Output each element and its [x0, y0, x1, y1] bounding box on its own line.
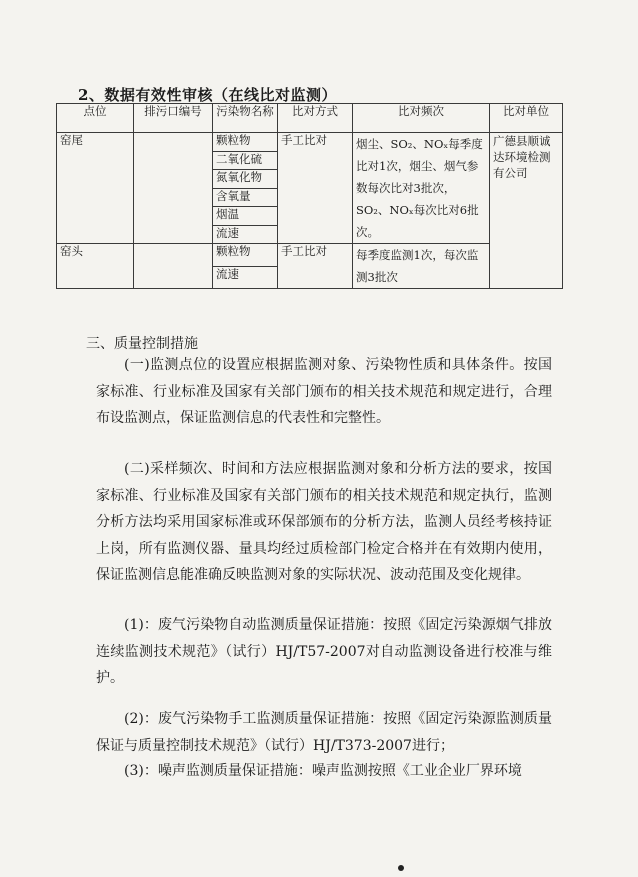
section-2-title: 2、数据有效性审核（在线比对监测） [78, 86, 337, 104]
section-3-title: 三、质量控制措施 [86, 336, 198, 352]
table-row [57, 244, 563, 267]
header-frequency: 比对频次 [353, 104, 490, 133]
paragraph-5: (3)：噪声监测质量保证措施：噪声监测按照《工业企业厂界环境 [124, 763, 522, 779]
table-header-row [57, 104, 563, 133]
paragraph-1: (一)监测点位的设置应根据监测对象、污染物性质和具体条件。按国家标准、行业标准及国家有关部门颁布的相关技术规范和规定进行，合理布设监测点，保证监测信息的代表性和完整性。 [96, 357, 552, 426]
paragraph-4: (2)：废气污染物手工监测质量保证措施：按照《固定污染源监测质量保证与质量控制技术规范》（试行）HJ/T373-2007进行； [96, 711, 552, 754]
header-unit: 比对单位 [490, 104, 563, 133]
cell-pollutant: 流速 [213, 266, 278, 289]
header-pollutant: 污染物名称 [213, 104, 278, 133]
paragraph-2: (二)采样频次、时间和方法应根据监测对象和分析方法的要求，按国家标准、行业标准及国家有关部门颁布的相关技术规范和规定执行，监测分析方法均采用国家标准或环保部颁布的分析方法，监测人员经考核持证上岗，所有监测仪器、量具均经过质检部门检定合格并在有效期内使用，保证监测信息能准确反映监测对象的实际状况、波动范围及变化规律。 [96, 461, 552, 583]
page-mark [398, 865, 404, 871]
cell-pollutant: 流速 [213, 225, 278, 244]
cell-pollutant: 氮氧化物 [213, 170, 278, 189]
cell-pollutant: 含氧量 [213, 188, 278, 207]
header-method: 比对方式 [278, 104, 353, 133]
cell-unit: 广德县顺诚达环境检测有公司 [490, 133, 563, 289]
cell-site: 窑头 [57, 244, 134, 289]
cell-pollutant: 二氧化硫 [213, 151, 278, 170]
cell-pollutant: 烟温 [213, 207, 278, 226]
cell-outlet [134, 133, 213, 244]
cell-frequency: 烟尘、SO₂、NOₓ每季度比对1次，烟尘、烟气参数每次比对3批次，SO₂、NOₓ每次比对6批次。 [353, 133, 490, 244]
header-outlet: 排污口编号 [134, 104, 213, 133]
cell-method: 手工比对 [278, 133, 353, 244]
cell-pollutant: 颗粒物 [213, 133, 278, 152]
header-site: 点位 [57, 104, 134, 133]
cell-outlet [134, 244, 213, 289]
cell-method: 手工比对 [278, 244, 353, 289]
cell-pollutant: 颗粒物 [213, 244, 278, 267]
audit-table [56, 103, 563, 289]
cell-frequency: 每季度监测1次，每次监测3批次 [353, 244, 490, 289]
table-row [57, 133, 563, 152]
cell-site: 窑尾 [57, 133, 134, 244]
paragraph-3: (1)：废气污染物自动监测质量保证措施：按照《固定污染源烟气排放连续监测技术规范》（试行）HJ/T57-2007对自动监测设备进行校准与维护。 [96, 617, 552, 686]
